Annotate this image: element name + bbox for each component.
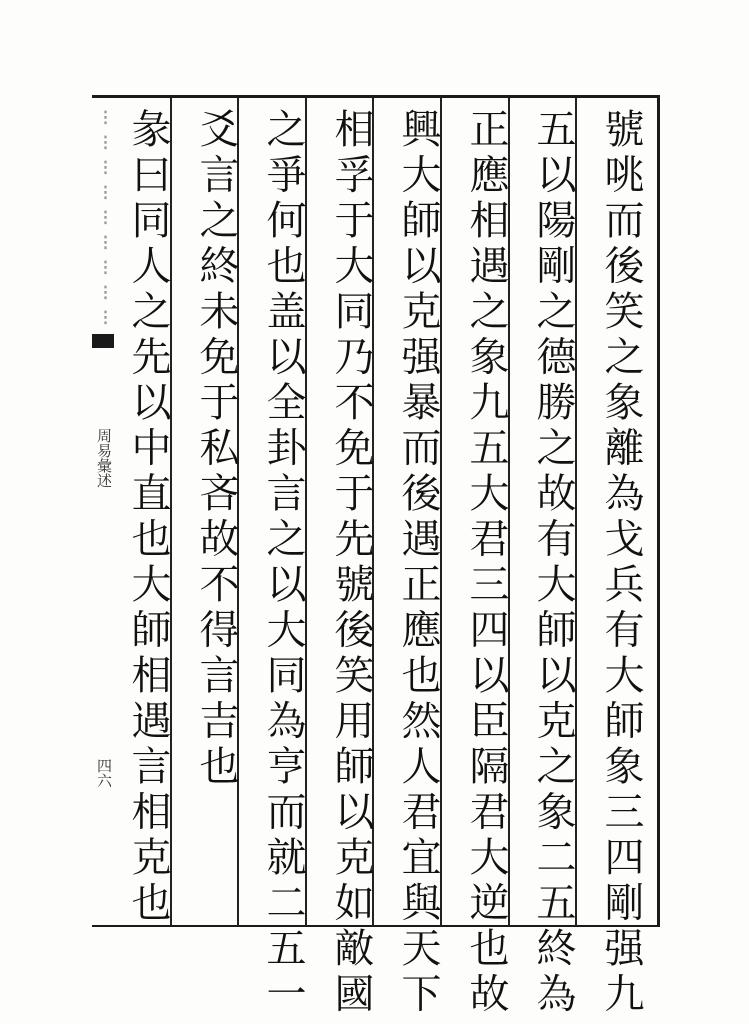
text-column-5: 相孚于大同乃不免于先號後笑用師以克如敵國 bbox=[328, 108, 374, 1018]
text-column-7: 爻言之終未免于私吝故不得言吉也 bbox=[193, 108, 239, 791]
text-column-2: 五以陽剛之德勝之故有大師以克之象二五終為 bbox=[530, 108, 576, 1018]
fishtail-mark bbox=[92, 334, 114, 348]
fore-edge-margin bbox=[92, 98, 116, 926]
text-column-3: 正應相遇之象九五大君三四以臣隔君大逆也故 bbox=[463, 108, 509, 1018]
book-title: 周易彙述 bbox=[95, 428, 113, 488]
faded-margin-marks: ⁝⁝⁝⁝⁝⁝⁝⁝⁝ bbox=[93, 106, 118, 331]
text-column-1: 號咷而後笑之象離為戈兵有大師象三四剛强九 bbox=[598, 108, 644, 1018]
text-column-6: 之爭何也盖以全卦言之以大同為亨而就二五一 bbox=[260, 108, 306, 1018]
text-column-4: 興大師以克强暴而後遇正應也然人君宜與天下 bbox=[395, 108, 441, 1018]
text-column-8: 彖曰同人之先以中直也大師相遇言相克也 bbox=[125, 108, 171, 927]
page-number: 四六 bbox=[95, 758, 113, 788]
